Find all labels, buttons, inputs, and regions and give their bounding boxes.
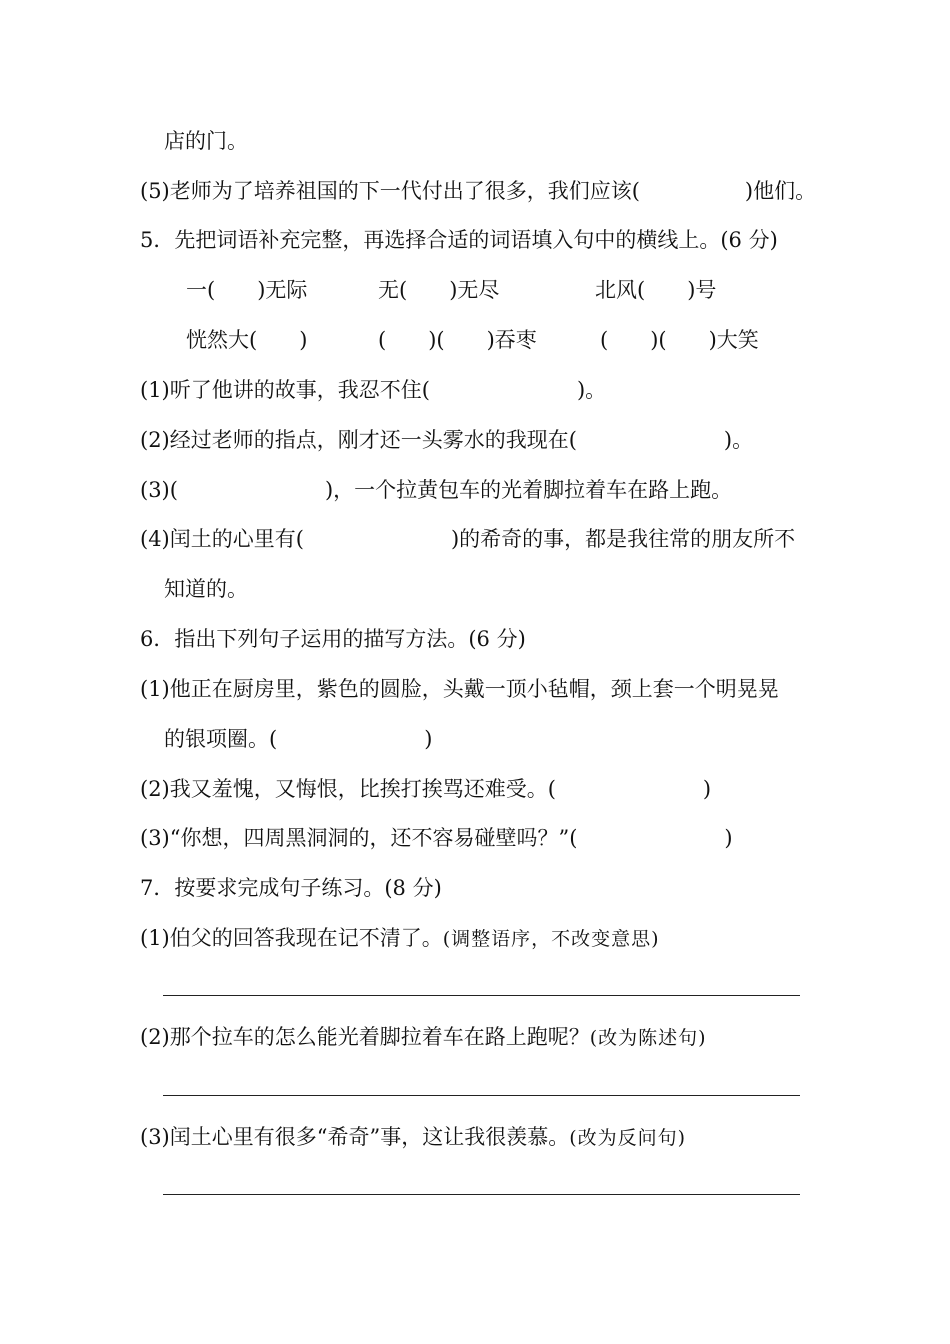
q4-item5: (5)老师为了培养祖国的下一代付出了很多，我们应该( )他们。 [140,179,817,203]
word-blank-5: ( )( )吞枣 [378,328,537,352]
q6-item1-continuation: 的银项圈。( ) [164,727,433,751]
q6-item2: (2)我又羞愧，又悔恨，比挨打挨骂还难受。( ) [140,777,712,801]
q7-item3-text: (3)闰土心里有很多“希奇”事，这让我很羡慕。 [140,1125,570,1149]
answer-line-1[interactable] [163,995,800,996]
q7-item3 [140,1122,686,1153]
q7-item3-instruction: (改为反问句) [569,1127,687,1149]
q6-title: 6．指出下列句子运用的描写方法。(6 分) [140,627,526,651]
q5-title: 5．先把词语补充完整，再选择合适的词语填入句中的横线上。(6 分) [140,228,778,252]
q6-item1: (1)他正在厨房里，紫色的圆脸，头戴一顶小毡帽，颈上套一个明晃晃 [140,677,779,701]
word-blank-1: 一( )无际 [186,278,308,302]
q7-item2 [140,1022,707,1053]
q7-title: 7．按要求完成句子练习。(8 分) [140,876,442,900]
q5-item1: (1)听了他讲的故事，我忍不住( )。 [140,378,607,402]
word-blank-6: ( )( )大笑 [600,328,759,352]
answer-line-2[interactable] [163,1095,800,1096]
q5-item4: (4)闰土的心里有( )的希奇的事，都是我往常的朋友所不 [140,527,796,551]
word-blank-3: 北风( )号 [595,278,717,302]
q7-item1 [140,923,660,954]
q7-item2-text: (2)那个拉车的怎么能光着脚拉着车在路上跑呢？ [140,1025,590,1049]
q5-item2: (2)经过老师的指点，刚才还一头雾水的我现在( )。 [140,428,754,452]
word-blank-4: 恍然大( ) [186,328,308,352]
word-blank-2: 无( )无尽 [378,278,500,302]
q4-item4-continuation: 店的门。 [164,129,248,153]
answer-line-3[interactable] [163,1194,800,1195]
q7-item1-instruction: (调整语序，不改变意思) [442,928,660,950]
q7-item2-instruction: (改为陈述句) [589,1027,707,1049]
q5-item3: (3)( )，一个拉黄包车的光着脚拉着车在路上跑。 [140,478,733,502]
q6-item3: (3)“你想，四周黑洞洞的，还不容易碰壁吗？”( ) [140,826,733,850]
q5-item4-continuation: 知道的。 [164,577,248,601]
q7-item1-text: (1)伯父的回答我现在记不清了。 [140,926,443,950]
